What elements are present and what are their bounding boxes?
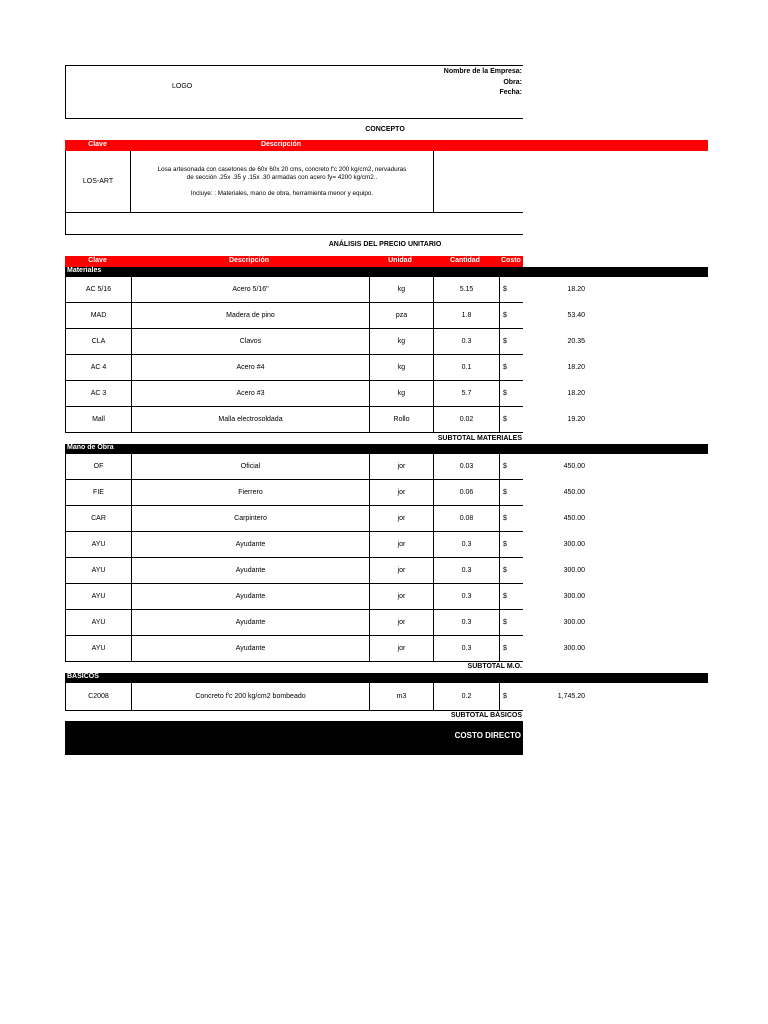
- costo-directo-band: [65, 721, 523, 755]
- materiales-subtotal: SUBTOTAL MATERIALES: [437, 435, 522, 442]
- cost-value: 53.40: [567, 312, 585, 319]
- cost-value: 300.00: [563, 567, 585, 574]
- cell-costo: [499, 454, 588, 479]
- cell-cantidad: 5.15: [433, 277, 499, 302]
- cell-descripcion: Ayudante: [131, 636, 369, 661]
- cell-cantidad: 1.8: [433, 303, 499, 328]
- concepto-clave: LOS-ART: [82, 178, 114, 185]
- cell-descripcion: Ayudante: [131, 532, 369, 557]
- cost-value: 450.00: [563, 489, 585, 496]
- mano-obra-section-bar: [65, 444, 708, 454]
- table-row: [65, 454, 585, 480]
- cell-costo: [499, 381, 588, 406]
- cell-unidad: kg: [369, 329, 433, 354]
- fecha-label: Fecha:: [499, 89, 522, 96]
- cost-value: 18.20: [567, 390, 585, 397]
- table-row: [65, 683, 585, 711]
- cell-descripcion: Acero #3: [131, 381, 369, 406]
- cell-clave: CLA: [91, 338, 106, 345]
- cell-clave: AC 3: [90, 390, 107, 397]
- cell-cantidad: 0.06: [433, 480, 499, 505]
- cell-clave: C2008: [88, 693, 109, 700]
- cell-costo: [499, 610, 588, 635]
- cell-cantidad: 0.3: [433, 636, 499, 661]
- cell-costo: [499, 558, 588, 583]
- cell-descripcion: Malla electrosoldada: [131, 407, 369, 432]
- cell-unidad: jor: [369, 480, 433, 505]
- cell-cantidad: 5.7: [433, 381, 499, 406]
- concepto-col-clave: Clave: [88, 141, 107, 148]
- cell-descripcion: Fierrero: [131, 480, 369, 505]
- currency-symbol: $: [503, 463, 507, 470]
- cost-value: 18.20: [567, 286, 585, 293]
- cell-clave: AYU: [91, 593, 106, 600]
- cell-clave: AC 5/16: [85, 286, 112, 293]
- cell-unidad: kg: [369, 381, 433, 406]
- currency-symbol: $: [503, 338, 507, 345]
- cell-cantidad: 0.2: [433, 683, 499, 710]
- cell-descripcion: Ayudante: [131, 584, 369, 609]
- cell-descripcion: Clavos: [131, 329, 369, 354]
- cost-value: 300.00: [563, 619, 585, 626]
- currency-symbol: $: [503, 364, 507, 371]
- table-row: [65, 558, 585, 584]
- cell-costo: [499, 506, 588, 531]
- cell-costo: [499, 683, 588, 710]
- cell-descripcion: Acero #4: [131, 355, 369, 380]
- currency-symbol: $: [503, 567, 507, 574]
- concepto-descripcion-1: Losa artesonada con casetones de 60x 60x 20 cms, concreto f'c 200 kg/cm2, nervaduras: [157, 166, 407, 173]
- currency-symbol: $: [503, 619, 507, 626]
- cell-cantidad: 0.03: [433, 454, 499, 479]
- analisis-col-cantidad: Cantidad: [450, 257, 480, 264]
- cell-unidad: jor: [369, 532, 433, 557]
- currency-symbol: $: [503, 693, 507, 700]
- cell-costo: [499, 584, 588, 609]
- cell-cantidad: 0.3: [433, 610, 499, 635]
- cost-value: 300.00: [563, 593, 585, 600]
- materiales-title: Materiales: [67, 267, 102, 274]
- cost-value: 450.00: [563, 463, 585, 470]
- cell-clave: AYU: [91, 541, 106, 548]
- cell-unidad: jor: [369, 584, 433, 609]
- basicos-title: BÁSICOS: [67, 673, 99, 680]
- table-row: [65, 329, 585, 355]
- currency-symbol: $: [503, 541, 507, 548]
- cost-value: 300.00: [563, 645, 585, 652]
- cell-cantidad: 0.08: [433, 506, 499, 531]
- cell-unidad: jor: [369, 506, 433, 531]
- cost-value: 18.20: [567, 364, 585, 371]
- cell-costo: [499, 303, 588, 328]
- cell-unidad: pza: [369, 303, 433, 328]
- analisis-col-clave: Clave: [88, 257, 107, 264]
- table-row: [65, 610, 585, 636]
- currency-symbol: $: [503, 645, 507, 652]
- currency-symbol: $: [503, 489, 507, 496]
- table-row: [65, 636, 585, 662]
- cell-clave: AYU: [91, 567, 106, 574]
- cell-unidad: jor: [369, 454, 433, 479]
- cell-clave: MAD: [90, 312, 107, 319]
- currency-symbol: $: [503, 312, 507, 319]
- materiales-section-bar: [65, 267, 708, 277]
- cell-costo: [499, 407, 588, 432]
- cost-value: 450.00: [563, 515, 585, 522]
- cell-costo: [499, 329, 588, 354]
- table-row: [65, 480, 585, 506]
- cell-descripcion: Madera de pino: [131, 303, 369, 328]
- analisis-title: ANÁLISIS DEL PRECIO UNITARIO: [328, 241, 442, 248]
- currency-symbol: $: [503, 515, 507, 522]
- cell-clave: AYU: [91, 645, 106, 652]
- mano-obra-title: Mano de Obra: [67, 444, 114, 451]
- cost-value: 300.00: [563, 541, 585, 548]
- table-row: [65, 584, 585, 610]
- analisis-header-bar: [65, 256, 523, 267]
- empresa-label: Nombre de la Empresa:: [443, 68, 522, 75]
- cell-clave: Mall: [92, 416, 105, 423]
- concepto-header-bar: [65, 140, 708, 151]
- cell-unidad: Rollo: [369, 407, 433, 432]
- cell-descripcion: Acero 5/16": [131, 277, 369, 302]
- table-row: [65, 303, 585, 329]
- analisis-col-descripcion: Descripción: [228, 257, 270, 264]
- concepto-incluye: Incluye: : Materiales, mano de obra, herramienta menor y equipo.: [190, 190, 374, 197]
- cell-unidad: jor: [369, 558, 433, 583]
- concepto-col-descripcion: Descripción: [260, 141, 302, 148]
- mano-obra-subtotal: SUBTOTAL M.O.: [467, 663, 522, 670]
- spacer-row: [65, 213, 523, 235]
- cell-unidad: jor: [369, 636, 433, 661]
- cell-costo: [499, 480, 588, 505]
- cost-value: 20.35: [567, 338, 585, 345]
- table-row: [65, 506, 585, 532]
- cell-costo: [499, 355, 588, 380]
- cell-clave: OF: [93, 463, 104, 470]
- cell-cantidad: 0.3: [433, 329, 499, 354]
- table-row: [65, 407, 585, 433]
- currency-symbol: $: [503, 390, 507, 397]
- concepto-descripcion-2: de sección .25x .35 y .15x .30 armadas con acero fy= 4200 kg/cm2..: [186, 174, 378, 181]
- cell-cantidad: 0.02: [433, 407, 499, 432]
- cost-value: 1,745.20: [557, 693, 585, 700]
- cell-cantidad: 0.1: [433, 355, 499, 380]
- basicos-section-bar: [65, 673, 708, 683]
- obra-label: Obra:: [503, 79, 522, 86]
- currency-symbol: $: [503, 286, 507, 293]
- cell-cantidad: 0.3: [433, 584, 499, 609]
- cell-clave: CAR: [91, 515, 106, 522]
- cell-descripcion: Ayudante: [131, 558, 369, 583]
- basicos-subtotal: SUBTOTAL BÁSICOS: [450, 712, 522, 719]
- analisis-col-unidad: Unidad: [388, 257, 412, 264]
- cell-clave: FIE: [93, 489, 104, 496]
- table-row: [65, 532, 585, 558]
- cell-costo: [499, 636, 588, 661]
- cost-value: 19.20: [567, 416, 585, 423]
- cell-cantidad: 0.3: [433, 532, 499, 557]
- analisis-col-costo: Costo: [501, 257, 521, 264]
- cell-unidad: jor: [369, 610, 433, 635]
- cell-costo: [499, 277, 588, 302]
- concepto-body: [65, 151, 523, 213]
- costo-directo-label: COSTO DIRECTO: [454, 731, 521, 740]
- cell-descripcion: Concreto f'c 200 kg/cm2 bombeado: [131, 683, 369, 710]
- cell-cantidad: 0.3: [433, 558, 499, 583]
- table-row: [65, 355, 585, 381]
- cell-clave: AYU: [91, 619, 106, 626]
- concepto-title: CONCEPTO: [365, 126, 405, 133]
- cell-costo: [499, 532, 588, 557]
- cell-unidad: kg: [369, 277, 433, 302]
- cell-unidad: m3: [369, 683, 433, 710]
- table-row: [65, 277, 585, 303]
- cell-clave: AC 4: [90, 364, 107, 371]
- cell-descripcion: Oficial: [131, 454, 369, 479]
- table-row: [65, 381, 585, 407]
- currency-symbol: $: [503, 416, 507, 423]
- currency-symbol: $: [503, 593, 507, 600]
- cell-unidad: kg: [369, 355, 433, 380]
- logo-label: LOGO: [172, 83, 193, 90]
- cell-descripcion: Ayudante: [131, 610, 369, 635]
- cell-descripcion: Carpintero: [131, 506, 369, 531]
